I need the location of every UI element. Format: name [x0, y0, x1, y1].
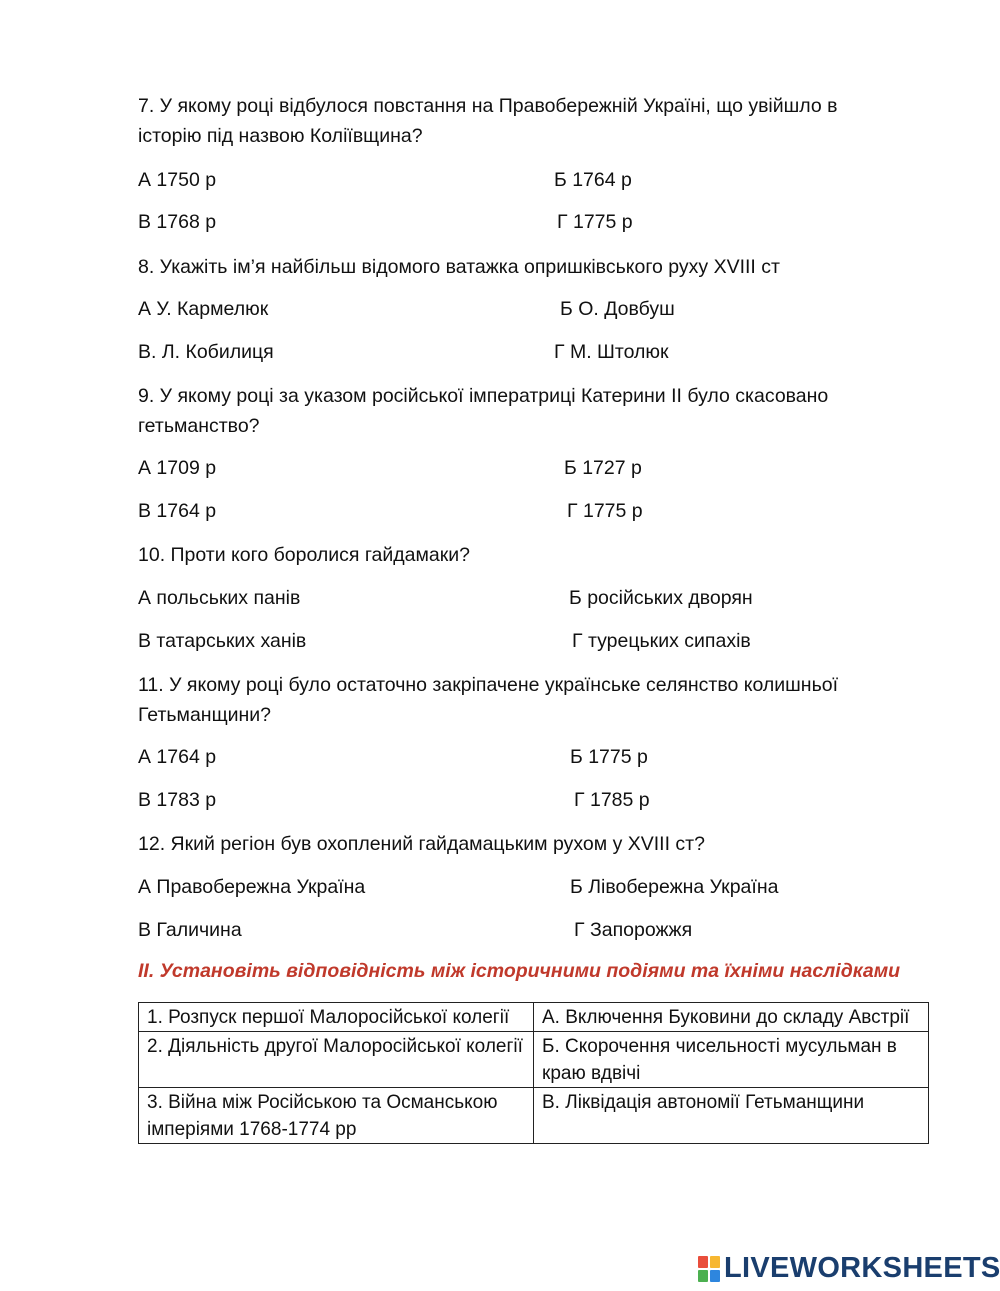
q10-option-c[interactable]: В татарських ханів — [138, 630, 307, 652]
q8-option-b[interactable]: Б О. Довбуш — [560, 298, 675, 320]
q7-option-b[interactable]: Б 1764 р — [554, 169, 632, 191]
matching-table — [138, 1002, 929, 1144]
logo-block — [710, 1270, 720, 1282]
q9-option-a[interactable]: А 1709 р — [138, 457, 217, 479]
consequence-cell[interactable]: А. Включення Буковини до складу Австрії — [534, 1003, 929, 1032]
question-11-text: 11. У якому році було остаточно закріпачене українське селянство колишньої Гетьманщини? — [138, 674, 839, 726]
q12-option-a[interactable]: А Правобережна Україна — [138, 876, 366, 898]
question-9-text: 9. У якому році за указом російської імператриці Катерини II було скасовано гетьманство? — [138, 385, 829, 437]
q9-option-b[interactable]: Б 1727 р — [564, 457, 642, 479]
event-cell[interactable]: 2. Діяльність другої Малоросійської колегії — [139, 1032, 534, 1088]
q8-option-a[interactable]: А У. Кармелюк — [138, 298, 269, 320]
question-8-text: 8. Укажіть ім’я найбільш відомого ватажка опришківського руху XVIII ст — [138, 256, 780, 278]
q12-option-d[interactable]: Г Запорожжя — [574, 919, 693, 941]
q9-option-d[interactable]: Г 1775 р — [567, 500, 643, 522]
event-cell[interactable]: 1. Розпуск першої Малоросійської колегії — [139, 1003, 534, 1032]
table-row — [139, 1088, 929, 1144]
q9-option-c[interactable]: В 1764 р — [138, 500, 217, 522]
question-7-text: 7. У якому році відбулося повстання на Правобережній Україні, що увійшло в історію під назвою Коліївщина? — [138, 95, 838, 147]
q10-option-d[interactable]: Г турецьких сипахів — [572, 630, 751, 652]
table-row — [139, 1032, 929, 1088]
liveworksheets-logo — [698, 1252, 1000, 1285]
logo-text: LIVEWORKSHEETS — [724, 1252, 1000, 1284]
q11-option-b[interactable]: Б 1775 р — [570, 746, 648, 768]
consequence-cell[interactable]: Б. Скорочення чисельності мусульман в краю вдвічі — [534, 1032, 929, 1088]
q7-option-d[interactable]: Г 1775 р — [557, 211, 633, 233]
consequence-cell[interactable]: В. Ліквідація автономії Гетьманщини — [534, 1088, 929, 1144]
q10-option-b[interactable]: Б російських дворян — [569, 587, 753, 609]
q11-option-c[interactable]: В 1783 р — [138, 789, 217, 811]
q12-option-c[interactable]: В Галичина — [138, 919, 242, 941]
question-12-text: 12. Який регіон був охоплений гайдамацьким рухом у XVIII ст? — [138, 833, 705, 855]
logo-block — [698, 1256, 708, 1268]
q8-option-d[interactable]: Г М. Штолюк — [554, 341, 669, 363]
logo-block — [698, 1270, 708, 1282]
logo-blocks-icon — [698, 1256, 720, 1282]
q12-option-b[interactable]: Б Лівобережна Україна — [570, 876, 779, 898]
section-2-title: II. Установіть відповідність між історичними подіями та їхніми наслідками — [138, 960, 901, 982]
q8-option-c[interactable]: В. Л. Кобилиця — [138, 341, 274, 363]
q7-option-c[interactable]: В 1768 р — [138, 211, 217, 233]
event-cell[interactable]: 3. Війна між Російською та Османською імперіями 1768-1774 рр — [139, 1088, 534, 1144]
question-10-text: 10. Проти кого боролися гайдамаки? — [138, 544, 471, 566]
table-row — [139, 1003, 929, 1032]
q11-option-d[interactable]: Г 1785 р — [574, 789, 650, 811]
logo-block — [710, 1256, 720, 1268]
q10-option-a[interactable]: А польських панів — [138, 587, 301, 609]
q11-option-a[interactable]: А 1764 р — [138, 746, 217, 768]
q7-option-a[interactable]: А 1750 р — [138, 169, 217, 191]
